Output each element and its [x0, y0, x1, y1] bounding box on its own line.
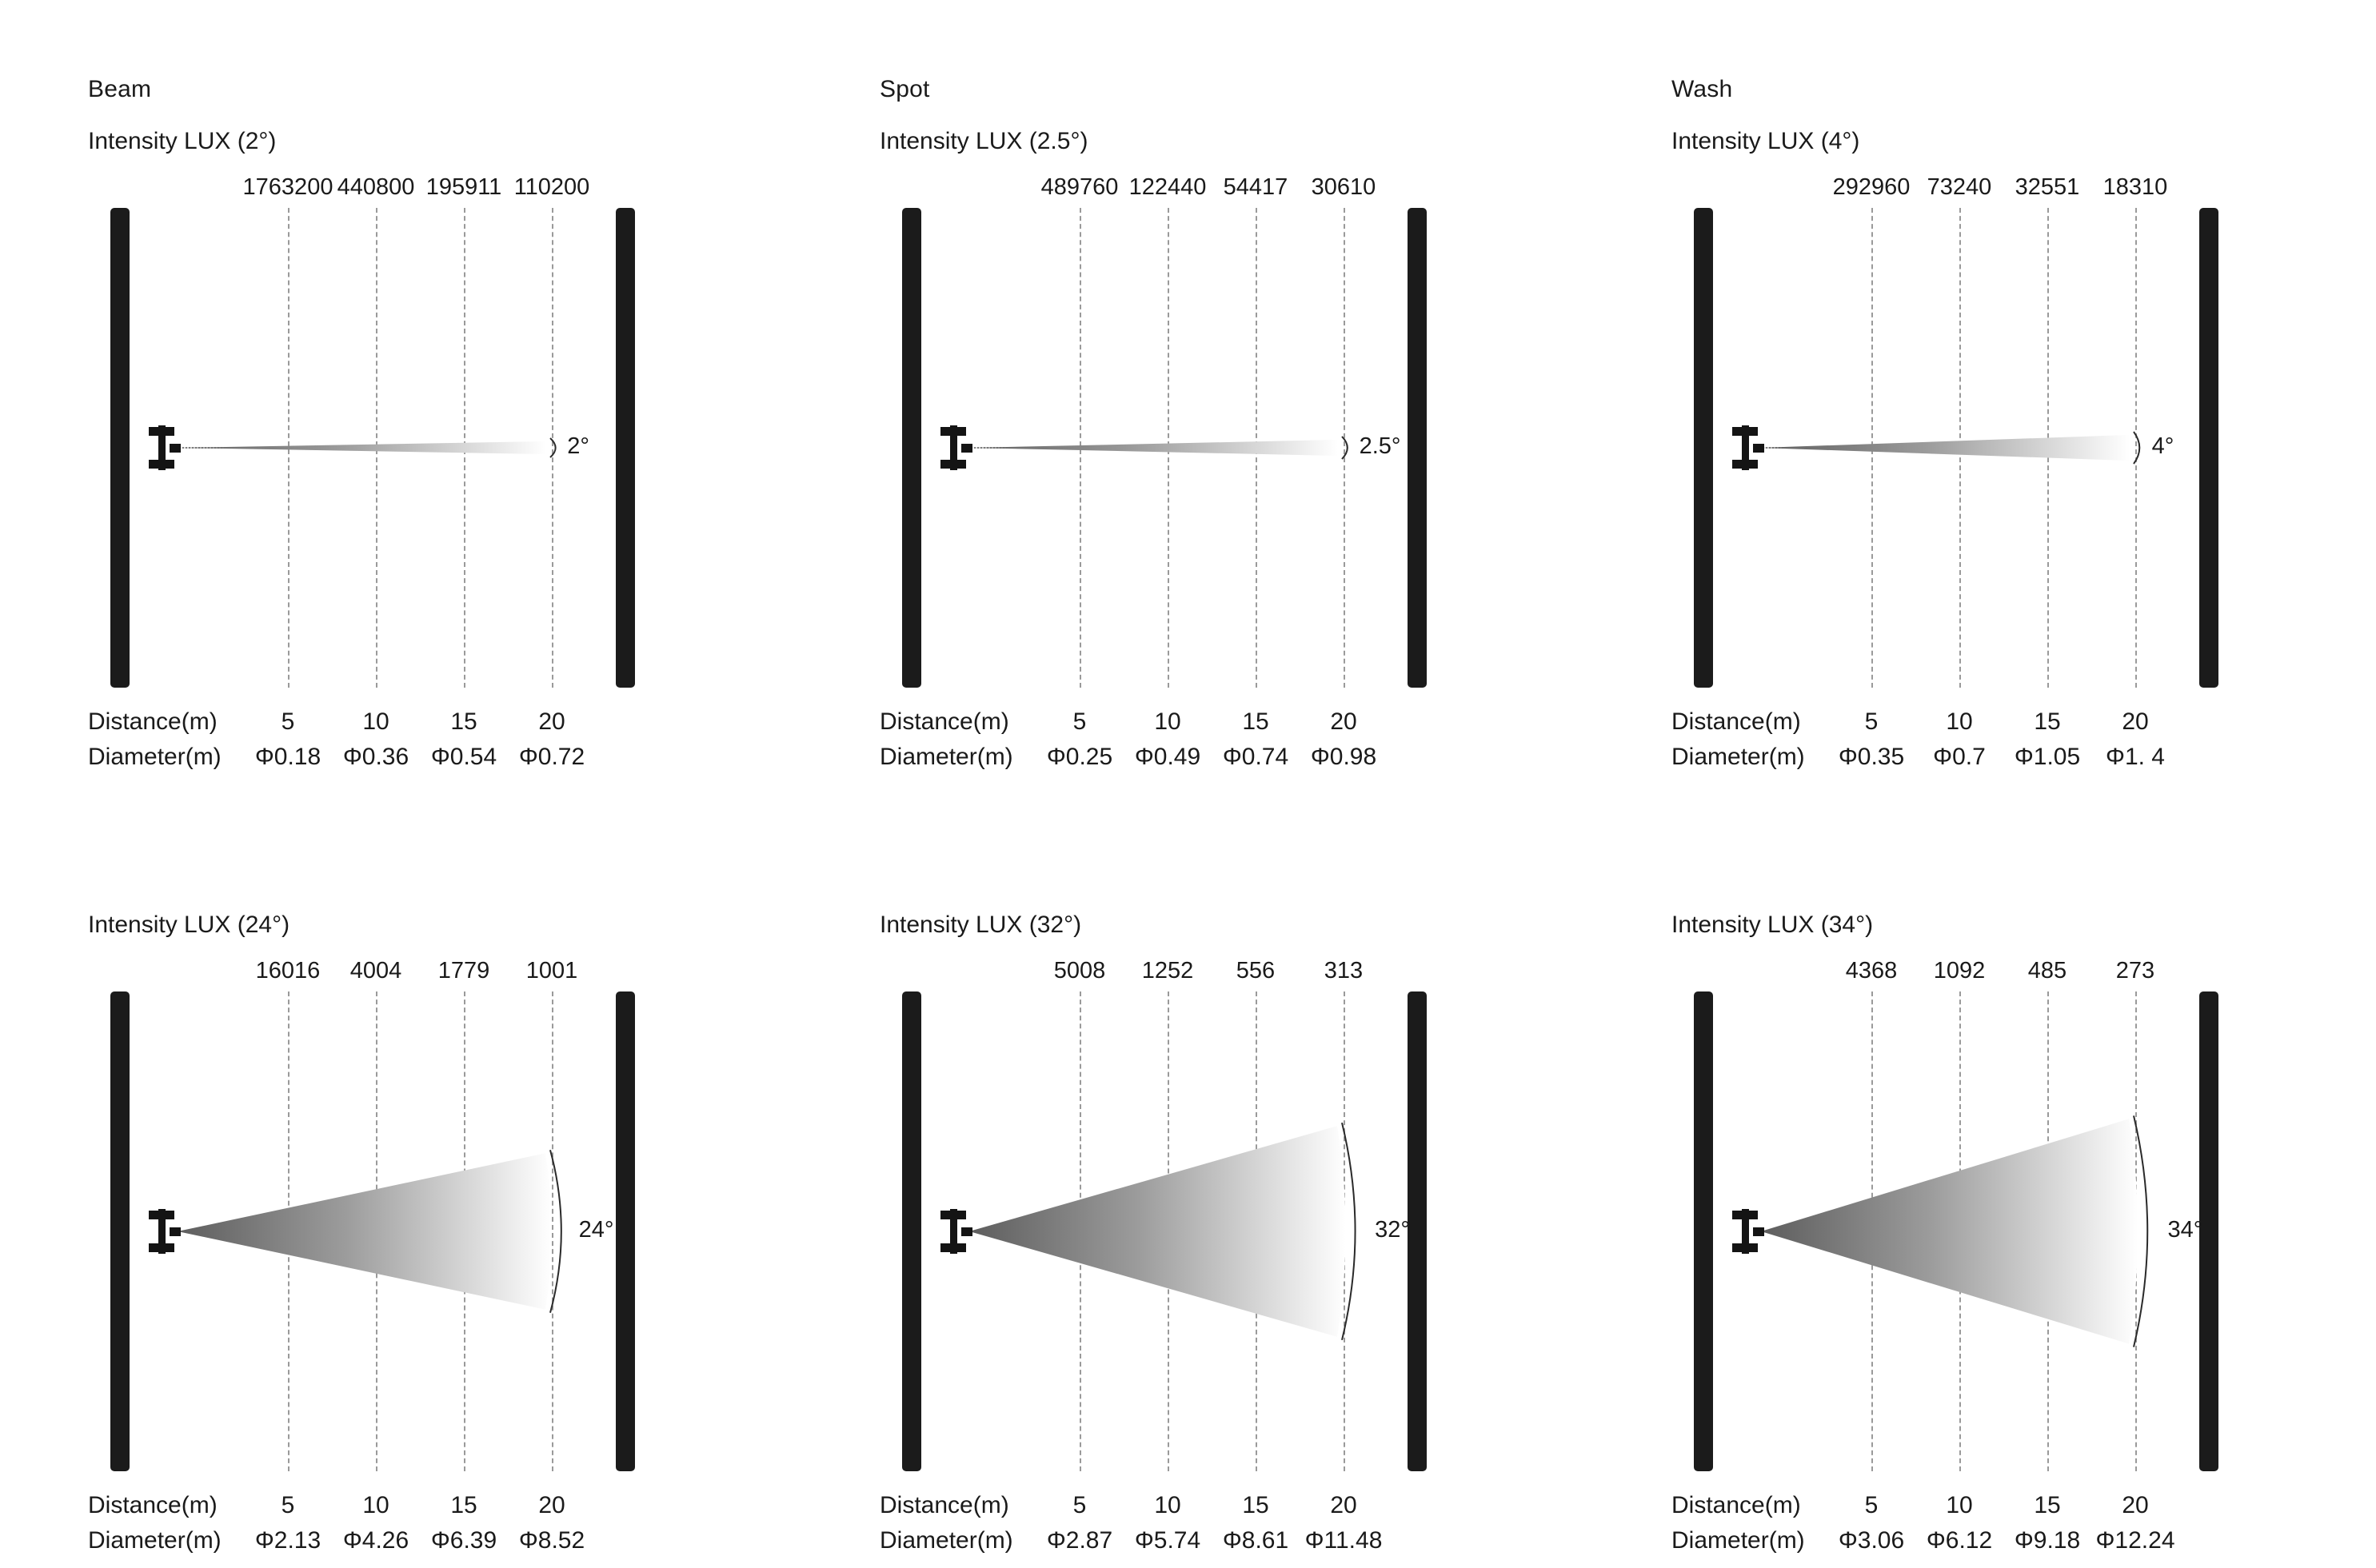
diameter-axis-label: Diameter(m) — [880, 1527, 1013, 1554]
diameter-value: Φ0.7 — [1933, 744, 1986, 770]
panel-content — [880, 0, 1583, 784]
distance-value: 20 — [538, 708, 565, 735]
fixture-lens — [1753, 444, 1764, 453]
lux-value-row — [880, 958, 1583, 990]
distance-value: 10 — [1946, 708, 1973, 735]
distance-axis-label: Distance(m) — [88, 708, 218, 735]
beam-angle-label: 34° — [2167, 1217, 2203, 1243]
diameter-value: Φ3.06 — [1838, 1527, 1905, 1554]
beam-diagram — [880, 991, 1583, 1471]
lux-value: 5008 — [1053, 958, 1106, 983]
diameter-value: Φ0.74 — [1222, 744, 1289, 770]
distance-value: 5 — [1072, 708, 1087, 735]
distance-value: 20 — [2122, 708, 2149, 735]
lux-value: 4004 — [349, 958, 402, 983]
lux-value: 110200 — [513, 174, 590, 200]
right-edge-bar — [1408, 991, 1427, 1471]
beam-angle-label: 24° — [578, 1217, 614, 1243]
distance-value-row — [1671, 1492, 2375, 1524]
diameter-value: Φ8.61 — [1222, 1527, 1289, 1554]
lux-value-row — [88, 958, 792, 990]
diameter-value: Φ11.48 — [1304, 1527, 1383, 1554]
fixture-lens — [170, 1227, 181, 1236]
diameter-value: Φ2.87 — [1046, 1527, 1113, 1554]
panel-content — [88, 0, 792, 784]
distance-value: 5 — [1072, 1492, 1087, 1518]
diameter-value: Φ6.12 — [1926, 1527, 1993, 1554]
lux-value-row — [1671, 958, 2375, 990]
diameter-axis-label: Diameter(m) — [88, 1527, 222, 1554]
diameter-value: Φ1.05 — [2014, 744, 2081, 770]
lux-value: 32551 — [2015, 174, 2080, 200]
fixture-lens — [961, 1227, 972, 1236]
diameter-value-row — [1671, 1527, 2375, 1559]
diameter-value: Φ0.35 — [1838, 744, 1905, 770]
beam-diagram — [88, 991, 792, 1471]
beam-angle-label: 4° — [2151, 433, 2174, 459]
distance-value: 10 — [1946, 1492, 1973, 1518]
fixture-icon — [937, 1209, 969, 1254]
lux-value: 195911 — [425, 174, 502, 200]
mode-title: Wash — [1671, 76, 1733, 102]
distance-axis-label: Distance(m) — [1671, 1492, 1801, 1518]
lux-value: 292960 — [1832, 174, 1911, 200]
diameter-value-row — [880, 1527, 1583, 1559]
distance-value: 5 — [281, 1492, 295, 1518]
intensity-title: Intensity LUX (32°) — [880, 912, 1082, 938]
diameter-value-row — [1671, 744, 2375, 776]
diameter-value: Φ9.18 — [2014, 1527, 2081, 1554]
diameter-value: Φ0.36 — [342, 744, 409, 770]
lux-value: 273 — [2115, 958, 2155, 983]
distance-axis-label: Distance(m) — [880, 1492, 1009, 1518]
intensity-title: Intensity LUX (24°) — [88, 912, 290, 938]
lux-value: 489760 — [1040, 174, 1119, 200]
lux-value-row — [880, 174, 1583, 206]
fixture-icon — [1729, 1209, 1761, 1254]
beam-panel — [0, 784, 792, 1567]
fixture-icon — [146, 425, 178, 470]
diameter-value: Φ12.24 — [2095, 1527, 2175, 1554]
panel-content — [1671, 0, 2375, 784]
beam-angle-label: 2.5° — [1359, 433, 1401, 459]
distance-value: 20 — [538, 1492, 565, 1518]
diameter-axis-label: Diameter(m) — [88, 744, 222, 770]
fixture-body — [950, 425, 957, 470]
right-edge-bar — [616, 208, 635, 688]
distance-value-row — [88, 708, 792, 740]
fixture-lens — [1753, 1227, 1764, 1236]
diameter-value: Φ6.39 — [430, 1527, 497, 1554]
diameter-value: Φ4.26 — [342, 1527, 409, 1554]
lux-value: 485 — [2027, 958, 2067, 983]
diameter-value: Φ0.18 — [254, 744, 321, 770]
mode-title: Beam — [88, 76, 152, 102]
distance-value: 15 — [1242, 1492, 1269, 1518]
right-edge-bar — [1408, 208, 1427, 688]
diameter-axis-label: Diameter(m) — [880, 744, 1013, 770]
beam-diagram — [88, 208, 792, 688]
distance-value: 10 — [1154, 708, 1181, 735]
fixture-body — [1742, 425, 1749, 470]
distance-value: 15 — [2034, 708, 2061, 735]
lux-value: 73240 — [1927, 174, 1992, 200]
intensity-title: Intensity LUX (2.5°) — [880, 128, 1088, 154]
diameter-value: Φ1. 4 — [2106, 744, 2165, 770]
distance-value: 10 — [362, 1492, 389, 1518]
intensity-title: Intensity LUX (34°) — [1671, 912, 1874, 938]
distance-value: 15 — [2034, 1492, 2061, 1518]
lux-value: 440800 — [337, 174, 415, 200]
right-edge-bar — [2199, 208, 2218, 688]
distance-axis-label: Distance(m) — [880, 708, 1009, 735]
beam-panel — [1583, 0, 2375, 784]
lux-value: 4368 — [1845, 958, 1898, 983]
fixture-lens — [961, 444, 972, 453]
distance-value: 15 — [450, 708, 477, 735]
lux-value: 30610 — [1311, 174, 1376, 200]
fixture-body — [158, 425, 166, 470]
fixture-icon — [146, 1209, 178, 1254]
distance-value: 15 — [450, 1492, 477, 1518]
lux-value: 313 — [1324, 958, 1364, 983]
distance-value: 5 — [281, 708, 295, 735]
intensity-title: Intensity LUX (2°) — [88, 128, 277, 154]
distance-value: 20 — [1330, 708, 1357, 735]
fixture-body — [158, 1209, 166, 1254]
diameter-value-row — [880, 744, 1583, 776]
diameter-value: Φ0.25 — [1046, 744, 1113, 770]
diameter-value: Φ2.13 — [254, 1527, 321, 1554]
distance-value: 10 — [362, 708, 389, 735]
beam-diagram — [880, 208, 1583, 688]
diameter-value-row — [88, 1527, 792, 1559]
right-edge-bar — [616, 991, 635, 1471]
diameter-axis-label: Diameter(m) — [1671, 1527, 1805, 1554]
panel-content — [1671, 784, 2375, 1567]
lux-value: 1001 — [525, 958, 578, 983]
lux-value: 18310 — [2102, 174, 2168, 200]
beam-panel — [1583, 784, 2375, 1567]
fixture-icon — [1729, 425, 1761, 470]
distance-axis-label: Distance(m) — [88, 1492, 218, 1518]
diameter-value: Φ0.54 — [430, 744, 497, 770]
beam-panel — [0, 0, 792, 784]
beam-panel — [792, 784, 1583, 1567]
lux-value: 1763200 — [242, 174, 333, 200]
lux-value: 54417 — [1223, 174, 1288, 200]
lux-value: 122440 — [1128, 174, 1207, 200]
panel-content — [880, 784, 1583, 1567]
fixture-body — [1742, 1209, 1749, 1254]
lux-value: 1252 — [1141, 958, 1194, 983]
distance-value: 20 — [1330, 1492, 1357, 1518]
distance-axis-label: Distance(m) — [1671, 708, 1801, 735]
diameter-value: Φ5.74 — [1134, 1527, 1201, 1554]
distance-value-row — [880, 1492, 1583, 1524]
diameter-value: Φ0.72 — [518, 744, 585, 770]
diameter-value: Φ8.52 — [518, 1527, 585, 1554]
distance-value: 15 — [1242, 708, 1269, 735]
beam-diagram — [1671, 208, 2375, 688]
distance-value: 5 — [1864, 1492, 1879, 1518]
lux-value-row — [1671, 174, 2375, 206]
diameter-axis-label: Diameter(m) — [1671, 744, 1805, 770]
diameter-value-row — [88, 744, 792, 776]
distance-value-row — [880, 708, 1583, 740]
beam-angle-label: 32° — [1375, 1217, 1410, 1243]
distance-value: 5 — [1864, 708, 1879, 735]
fixture-lens — [170, 444, 181, 453]
lux-value: 556 — [1236, 958, 1276, 983]
distance-value: 10 — [1154, 1492, 1181, 1518]
beam-panel — [792, 0, 1583, 784]
beam-angle-label: 2° — [567, 433, 590, 459]
panel-content — [88, 784, 792, 1567]
lux-value: 1779 — [437, 958, 490, 983]
distance-value-row — [1671, 708, 2375, 740]
diameter-value: Φ0.49 — [1134, 744, 1201, 770]
fixture-icon — [937, 425, 969, 470]
lux-value-row — [88, 174, 792, 206]
beam-diagram — [1671, 991, 2375, 1471]
fixture-body — [950, 1209, 957, 1254]
lux-value: 16016 — [255, 958, 321, 983]
distance-value: 20 — [2122, 1492, 2149, 1518]
mode-title: Spot — [880, 76, 930, 102]
diameter-value: Φ0.98 — [1310, 744, 1377, 770]
intensity-title: Intensity LUX (4°) — [1671, 128, 1860, 154]
lux-value: 1092 — [1933, 958, 1986, 983]
distance-value-row — [88, 1492, 792, 1524]
